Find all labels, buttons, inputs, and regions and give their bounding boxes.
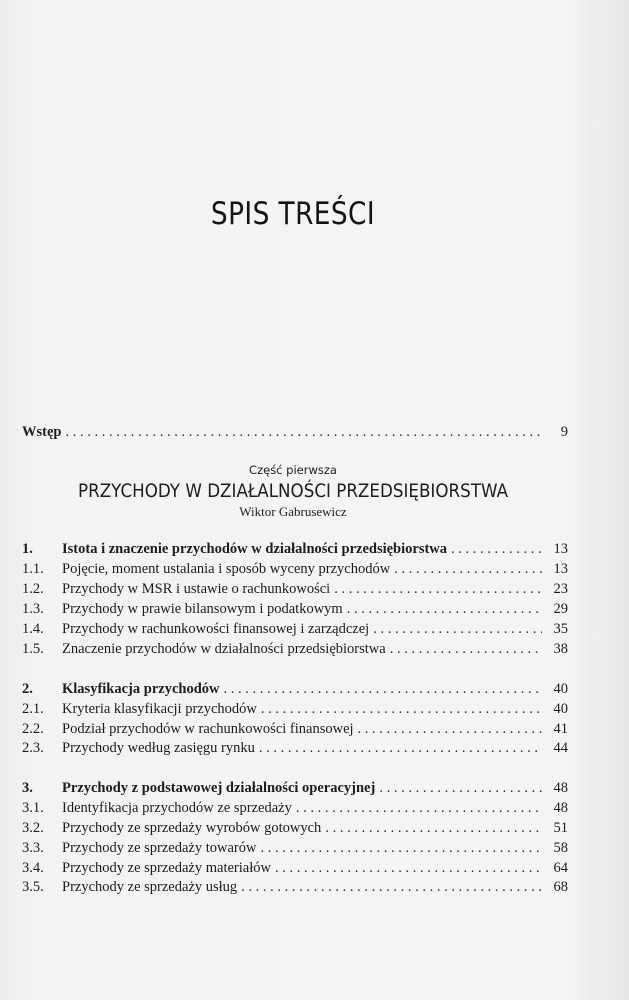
entry-number: 2.2. [22, 721, 44, 737]
toc-entry [22, 877, 568, 897]
entry-number: 3.2. [22, 820, 44, 836]
toc-entry [22, 778, 568, 798]
page-title: SPIS TREŚCI [210, 196, 376, 232]
dot-leader [259, 738, 542, 758]
dot-leader [275, 858, 542, 878]
entry-page: 13 [553, 561, 568, 577]
toc-entry [22, 858, 568, 878]
entry-number: 3.5. [22, 879, 44, 895]
entry-label: Przychody z podstawowej działalności operacyjnej [62, 780, 376, 796]
dot-leader [390, 639, 542, 659]
entry-label: Przychody w rachunkowości finansowej i zarządczej [62, 621, 370, 637]
entry-label: Podział przychodów w rachunkowości finansowej [62, 721, 354, 737]
toc-entry [22, 619, 568, 639]
entry-page: 44 [553, 740, 568, 756]
dot-leader [296, 798, 542, 818]
entry-label: Klasyfikacja przychodów [62, 681, 220, 697]
dot-leader [261, 699, 542, 719]
entry-number: 2.3. [22, 740, 44, 756]
toc-entry [22, 719, 568, 739]
entry-label: Przychody ze sprzedaży usług [62, 879, 238, 895]
dot-leader [358, 719, 542, 739]
toc-entry [22, 679, 568, 699]
toc-entry [22, 838, 568, 858]
entry-number: 3.3. [22, 840, 44, 856]
entry-page: 64 [553, 860, 568, 876]
dot-leader [379, 778, 542, 798]
toc-entry [22, 539, 568, 559]
dot-leader [334, 579, 542, 599]
toc-entry-intro [22, 422, 568, 442]
entry-page: 38 [553, 641, 568, 657]
part-title: PRZYCHODY W DZIAŁALNOŚCI PRZEDSIĘBIORSTWA [77, 480, 509, 502]
entry-page: 13 [553, 541, 568, 557]
entry-number: 3. [22, 780, 33, 796]
entry-label: Istota i znaczenie przychodów w działalności przedsiębiorstwa [62, 541, 448, 557]
entry-number: 1.2. [22, 581, 44, 597]
entry-label: Przychody w MSR i ustawie o rachunkowości [62, 581, 331, 597]
toc-entry [22, 579, 568, 599]
toc-entry [22, 639, 568, 659]
dot-leader [223, 679, 542, 699]
dot-leader [394, 559, 542, 579]
entry-page: 68 [553, 879, 568, 895]
entry-number: 2.1. [22, 701, 44, 717]
entry-page: 23 [553, 581, 568, 597]
toc-entry [22, 699, 568, 719]
toc-entry [22, 559, 568, 579]
dot-leader [373, 619, 542, 639]
dot-leader [347, 599, 542, 619]
entry-number: 1.3. [22, 601, 44, 617]
entry-label: Przychody ze sprzedaży wyrobów gotowych [62, 820, 322, 836]
dot-leader [260, 838, 542, 858]
entry-number: 3.4. [22, 860, 44, 876]
entry-page: 41 [553, 721, 568, 737]
entry-label: Znaczenie przychodów w działalności przedsiębiorstwa [62, 641, 386, 657]
entry-number: 1.5. [22, 641, 44, 657]
entry-page: 48 [553, 780, 568, 796]
entry-label: Kryteria klasyfikacji przychodów [62, 701, 257, 717]
part-author: Wiktor Gabrusewicz [239, 504, 347, 519]
entry-page: 29 [553, 601, 568, 617]
dot-leader [241, 877, 542, 897]
dot-leader [65, 422, 542, 442]
dot-leader [325, 818, 542, 838]
toc-entry [22, 738, 568, 758]
entry-number: 3.1. [22, 800, 44, 816]
dot-leader [451, 539, 542, 559]
entry-page: 48 [553, 800, 568, 816]
entry-number: 1. [22, 541, 33, 557]
entry-label: Przychody ze sprzedaży towarów [62, 840, 257, 856]
entry-page: 58 [553, 840, 568, 856]
entry-label: Przychody ze sprzedaży materiałów [62, 860, 271, 876]
entry-page: 9 [560, 424, 568, 440]
entry-label: Identyfikacja przychodów ze sprzedaży [62, 800, 292, 816]
entry-label: Wstęp [22, 424, 62, 440]
entry-label: Pojęcie, moment ustalania i sposób wyceny przychodów [62, 561, 391, 577]
entry-number: 2. [22, 681, 33, 697]
part-label: Część pierwsza [249, 463, 337, 477]
toc-entry [22, 798, 568, 818]
entry-label: Przychody w prawie bilansowym i podatkowym [62, 601, 343, 617]
entry-page: 51 [553, 820, 568, 836]
entry-number: 1.1. [22, 561, 44, 577]
entry-page: 40 [553, 681, 568, 697]
toc-entry [22, 599, 568, 619]
entry-number: 1.4. [22, 621, 44, 637]
entry-page: 35 [553, 621, 568, 637]
toc-entry [22, 818, 568, 838]
entry-page: 40 [553, 701, 568, 717]
entry-label: Przychody według zasięgu rynku [62, 740, 255, 756]
